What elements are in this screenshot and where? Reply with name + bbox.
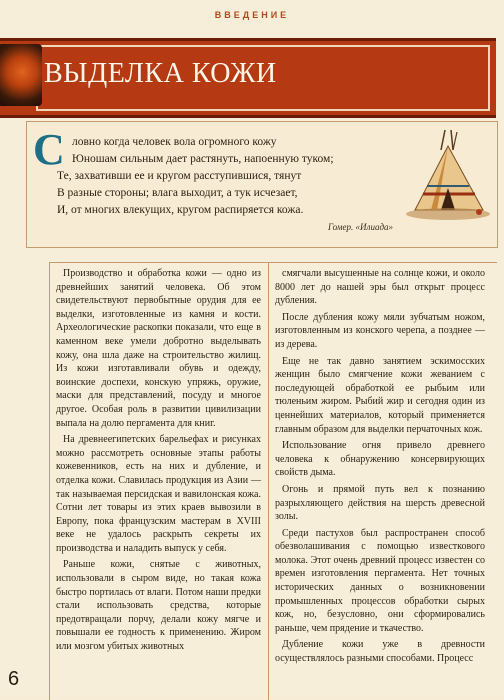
paragraph: После дубления кожу мяли зубчатым ножом, изготовленным из конского черепа, а позднее — из дерева. [275, 311, 485, 350]
paragraph: Использование огня привело древнего человека к обнаружению консервирующих свойств дыма. [275, 440, 485, 479]
chapter-title: ВЫДЕЛКА КОЖИ [44, 58, 277, 89]
page-number: 6 [8, 668, 20, 690]
left-column [56, 267, 261, 657]
epigraph-line: И, от многих влекущих, кругом распиряется кожа. [57, 204, 304, 216]
epigraph-line: Те, захвативши ее и кругом расступившися, тянут [57, 170, 302, 182]
shield-ornament-icon [0, 44, 42, 106]
paragraph: Огонь и прямой путь вел к познанию разрыхляющего действия на шерсть древесной золы. [275, 483, 485, 523]
drop-cap: С [33, 125, 65, 174]
epigraph-attribution: Гомер. «Илиада» [327, 222, 393, 232]
tipi-illustration-icon [405, 128, 491, 224]
right-column [275, 267, 485, 669]
epigraph-line: ловно когда человек вола огромного кожу [72, 136, 277, 148]
paragraph: На древнеегипетских барельефах и рисунках можно рассмотреть основные этапы работы кожевенников, есть на них и дубление, и отделка кожи. Славилась продукция из Азии — так называемая персидская и вавилонская кожа. Сотни лет товары из этих краев вывозили в Европу, пока французским мастерам в XVIII веке не удалось раскрыть секреты их производства и наладить выпуск у себя. [56, 434, 261, 554]
paragraph: смягчали высушенные на солнце кожи, и около 8000 лет до нашей эры был открыт процесс дубления. [275, 268, 485, 307]
paragraph: Дубление кожи уже в древности осуществлялось разными способами. Процесс [275, 639, 485, 665]
paragraph: Производство и обработка кожи — одно из древнейших занятий человека. Об этом свидетельствуют первобытные орудия для ее выделки, изготовленные из камня и кости. Археологические раскопки показали, что еще в каменном веке умели добротно выделывать кожу, она шла даже на строительство жилищ. Из кожи изготавливали обувь и одежду, воинские доспехи, конскую упряжь, оружие, маски для представлений, посуду и многое другое. Особая роль в развитии цивилизации выпала на долю пергамента для книг. [56, 268, 261, 429]
column-divider [268, 263, 269, 700]
paragraph: Еще не так давно занятием эскимосских женщин было смягчение кожи жеванием с последующей обработкой ее рыбьим или тюленьим жиром. Рыбий жир и сегодня один из ценнейших материалов, который применяется главным образом для выделки перчаточных кож. [275, 355, 485, 435]
paragraph: Раньше кожи, снятые с животных, использовали в сыром виде, но такая кожа быстро портилась от влаги. Потом наши предки стали использовать средства, которые предотвращали порчу, делали кожу мягче и повышали ее годность к применению. Жиром или мозгом убитых животных [56, 559, 261, 653]
epigraph-line: В разные стороны; влага выходит, а тук исчезает, [57, 187, 298, 199]
paragraph: Среди пастухов был распространен способ обезволашивания с помощью известкового молока. Этот очень древний процесс известен со времен изготовления пергамента. Нет точных исторических данных о возникновении промышленных процессов обработки сырых кож, но, безусловно, они сформировались раньше, чем прядение и ткачество. [275, 527, 485, 634]
epigraph-line: Юношам сильным дает растянуть, напоенную туком; [72, 153, 334, 165]
body-text-area [49, 262, 497, 700]
epigraph-box [26, 121, 498, 248]
running-head: ВВЕДЕНИЕ [214, 10, 290, 20]
